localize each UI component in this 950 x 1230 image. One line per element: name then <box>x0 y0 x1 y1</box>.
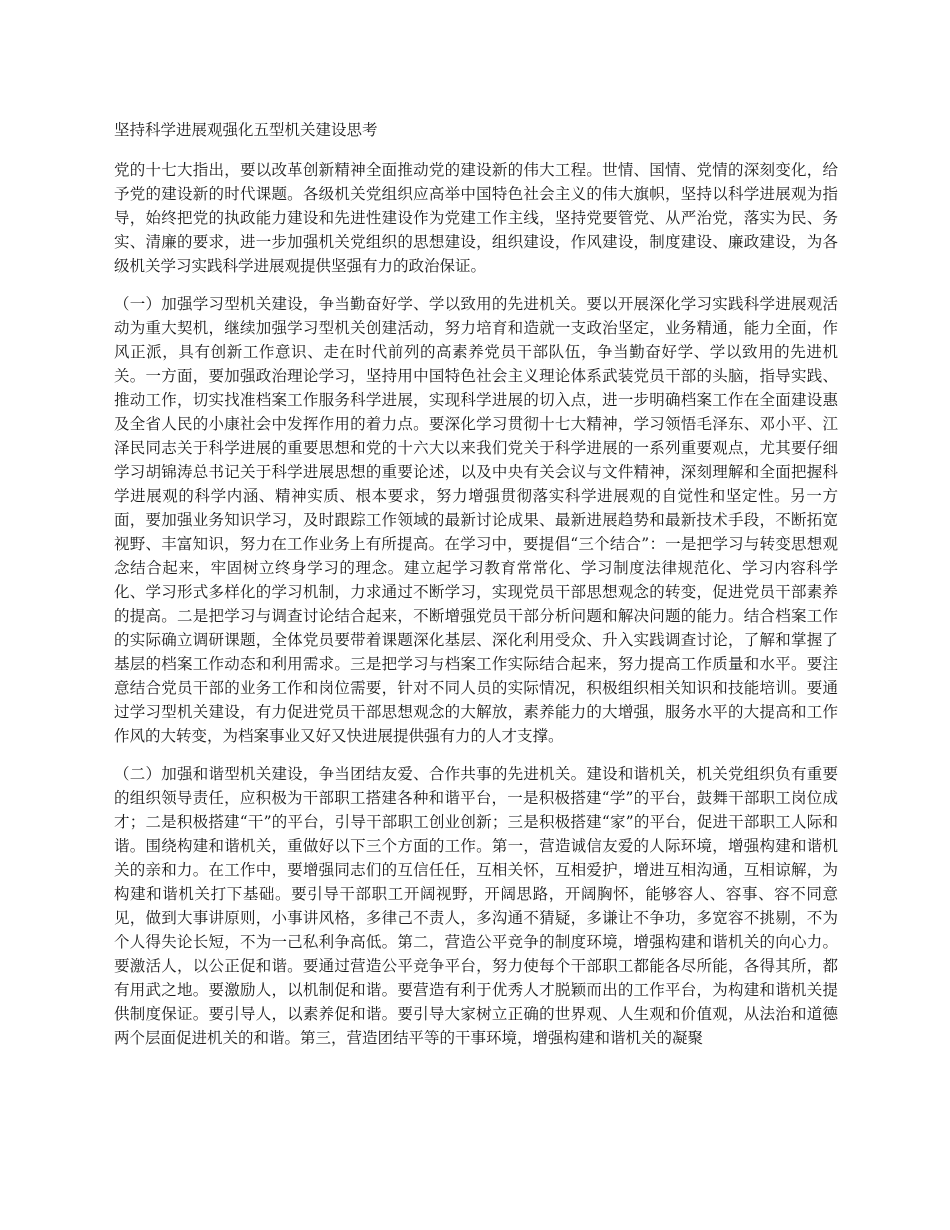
paragraph-intro: 党的十七大指出，要以改革创新精神全面推动党的建设新的伟大工程。世情、国情、党情的深刻变化，给予党的建设新的时代课题。各级机关党组织应高举中国特色社会主义的伟大旗帜，坚持以科学进展观为指导，始终把党的执政能力建设和先进性建设作为党建工作主线，坚持党要管党、从严治党，落实为民、务实、清廉的要求，进一步加强机关党组织的思想建设，组织建设，作风建设，制度建设、廉政建设，为各级机关学习实践科学进展观提供坚强有力的政治保证。 <box>114 161 838 275</box>
paragraph-section-1: （一）加强学习型机关建设，争当勤奋好学、学以致用的先进机关。要以开展深化学习实践科学进展观活动为重大契机，继续加强学习型机关创建活动，努力培育和造就一支政治坚定，业务精通，能力全面，作风正派，具有创新工作意识、走在时代前列的高素养党员干部队伍，争当勤奋好学、学以致用的先进机关。一方面，要加强政治理论学习，坚持用中国特色社会主义理论体系武装党员干部的头脑，指导实践、推动工作，切实找准档案工作服务科学进展，实现科学进展的切入点，进一步明确档案工作在全面建设惠及全省人民的小康社会中发挥作用的着力点。要深化学习贯彻十七大精神，学习领悟毛泽东、邓小平、江泽民同志关于科学进展的重要思想和党的十六大以来我们党关于科学进展的一系列重要观点，尤其要仔细学习胡锦涛总书记关于科学进展思想的重要论述，以及中央有关会议与文件精神，深刻理解和全面把握科学进展观的科学内涵、精神实质、根本要求，努力增强贯彻落实科学进展观的自觉性和坚定性。另一方面，要加强业务知识学习，及时跟踪工作领域的最新讨论成果、最新进展趋势和最新技术手段，不断拓宽视野、丰富知识，努力在工作业务上有所提高。在学习中，要提倡“三个结合”：一是把学习与转变思想观念结合起来，牢固树立终身学习的理念。建立起学习教育常常化、学习制度法律规范化、学习内容科学化、学习形式多样化的学习机制，力求通过不断学习，实现党员干部思想观念的转变，促进党员干部素养的提高。二是把学习与调查讨论结合起来，不断增强党员干部分析问题和解决问题的能力。结合档案工作的实际确立调研课题，全体党员要带着课题深化基层、深化利用受众、升入实践调查讨论，了解和掌握了基层的档案工作动态和利用需求。三是把学习与档案工作实际结合起来，努力提高工作质量和水平。要注意结合党员干部的业务工作和岗位需要，针对不同人员的实际情况，积极组织相关知识和技能培训。要通过学习型机关建设，有力促进党员干部思想观念的大解放，素养能力的大增强，服务水平的大提高和工作作风的大转变，为档案事业又好又快进展提供强有力的人才支撑。 <box>114 295 838 745</box>
paragraph-section-2: （二）加强和谐型机关建设，争当团结友爱、合作共事的先进机关。建设和谐机关，机关党组织负有重要的组织领导责任，应积极为干部职工搭建各种和谐平台，一是积极搭建“学”的平台，鼓舞干部职工岗位成才；二是积极搭建“干”的平台，引导干部职工创业创新；三是积极搭建“家”的平台，促进干部职工人际和谐。围绕构建和谐机关，重做好以下三个方面的工作。第一，营造诚信友爱的人际环境，增强构建和谐机关的亲和力。在工作中，要增强同志们的互信任任，互相关怀，互相爱护，增进互相沟通，互相谅解，为构建和谐机关打下基础。要引导干部职工开阔视野，开阔思路，开阔胸怀，能够容人、容事、容不同意见，做到大事讲原则，小事讲风格，多律己不责人，多沟通不猜疑，多谦让不争功，多宽容不挑剔，不为个人得失论长短，不为一己私利争高低。第二，营造公平竞争的制度环境，增强构建和谐机关的向心力。要激活人，以公正促和谐。要通过营造公平竞争平台，努力使每个干部职工都能各尽所能，各得其所，都有用武之地。要激励人，以机制促和谐。要营造有利于优秀人才脱颖而出的工作平台，为构建和谐机关提供制度保证。要引导人，以素养促和谐。要引导大家树立正确的世界观、人生观和价值观，从法治和道德两个层面促进机关的和谐。第三，营造团结平等的干事环境，增强构建和谐机关的凝聚 <box>114 765 838 1047</box>
document-title: 坚持科学进展观强化五型机关建设思考 <box>114 121 378 139</box>
document-page <box>114 118 838 1064</box>
